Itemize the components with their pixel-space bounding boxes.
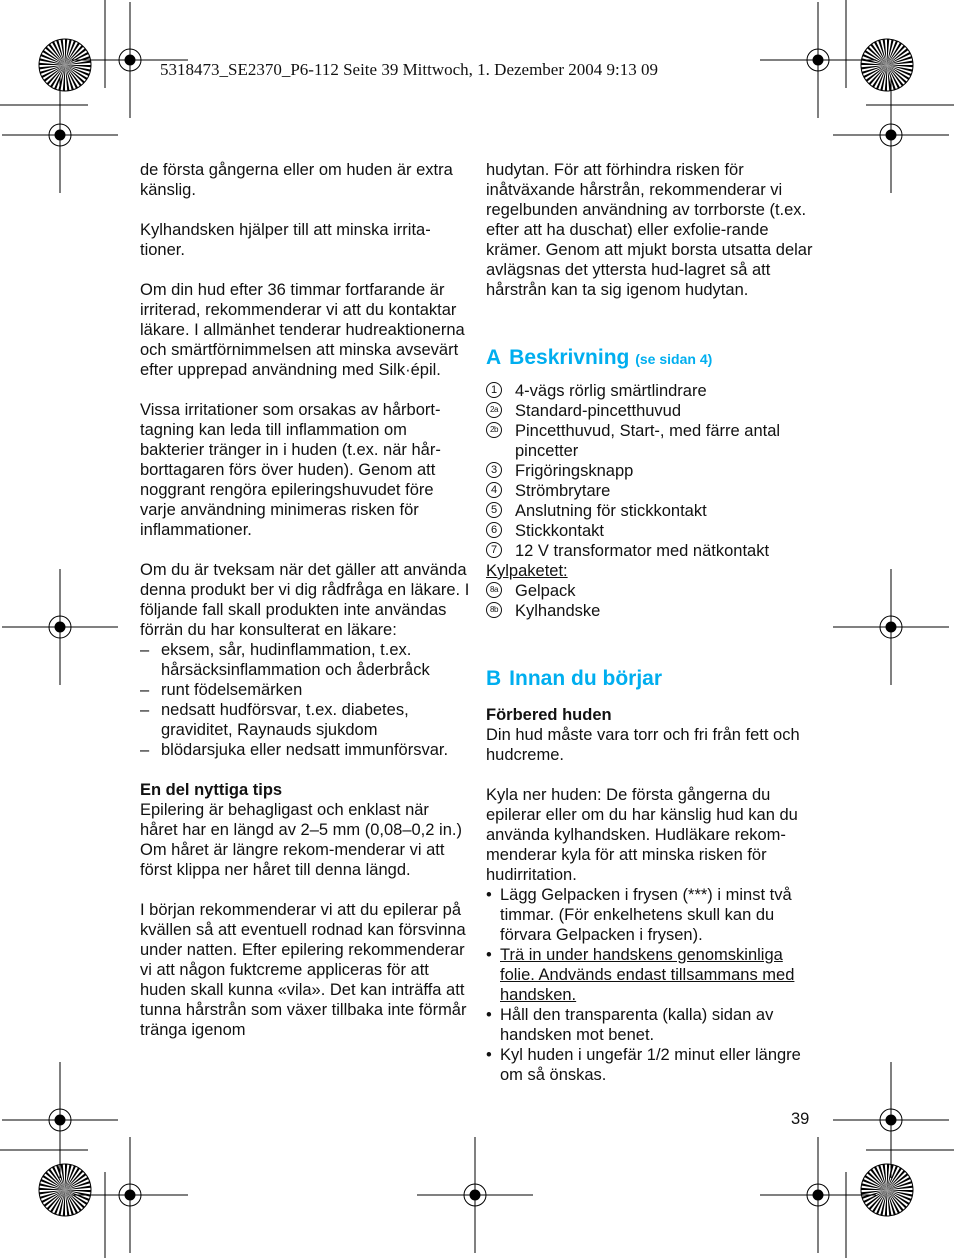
prep-heading: Förbered huden [486, 706, 612, 724]
list-item: 8a Gelpack [486, 581, 816, 601]
kit-label: Kylpaketet: [486, 562, 568, 580]
registration-mark-icon [2, 569, 118, 685]
section-heading-a: A Beskrivning (se sidan 4) [486, 346, 713, 369]
right-column [486, 160, 816, 1085]
paragraph: Kyla ner huden: De första gångerna du epilerar eller om du har känslig hud kan du använda kylhandsken. Hudläkare rekom-menderar kyla för att minska risken för hudirritation. [486, 786, 798, 884]
paragraph: hudytan. För att förhindra risken för inåtväxande hårstrån, rekommenderar vi regelbunden användning av torrborste (t.ex. efter att ha duschat) eller exfolie-rande krämer. Genom att mjukt borsta utsatta delar avlägsnas det yttersta hud-lagret så att hårstrån kan ta sig igenom hudytan. [486, 161, 813, 299]
list-item: 4 Strömbrytare [486, 481, 816, 501]
list-item: – eksem, sår, hudinflammation, t.ex. hårsäcksinflammation och åderbråck [140, 641, 430, 679]
cooling-steps-list [486, 885, 816, 1085]
list-item: – nedsatt hudförsvar, t.ex. diabetes, graviditet, Raynauds sjukdom [140, 701, 409, 739]
registration-mark-icon [417, 1137, 533, 1253]
list-item: 2a Standard-pincetthuvud [486, 401, 816, 421]
list-item: – runt födelsemärken [140, 681, 303, 699]
list-item: • Lägg Gelpacken i frysen (***) i minst två timmar. (För enkelhetens skull kan du förvara Gelpacken i frysen). [486, 886, 792, 944]
paragraph: Kylhandsken hjälper till att minska irrita-tioner. [140, 221, 431, 259]
kit-parts-list [486, 581, 816, 621]
contraindication-list [140, 640, 470, 760]
paragraph: Din hud måste vara torr och fri från fett och hudcreme. [486, 726, 800, 764]
starburst-target-icon [39, 1164, 91, 1216]
paragraph: Epilering är behagligast och enklast när håret har en längd av 2–5 mm (0,08–0,2 in.) Om håret är längre rekom-menderar vi att först klippa ner håret till denna längd. [140, 801, 462, 879]
list-item: • Trä in under handskens genomskinliga folie. Andvänds endast tillsammans med handsken. [486, 946, 795, 1004]
list-item: 5 Anslutning för stickkontakt [486, 501, 816, 521]
list-item: 3 Frigöringsknapp [486, 461, 816, 481]
list-item: • Håll den transparenta (kalla) sidan av handsken mot benet. [486, 1006, 774, 1044]
list-item: 6 Stickkontakt [486, 521, 816, 541]
list-item: 8b Kylhandske [486, 601, 816, 621]
starburst-target-icon [861, 39, 913, 91]
tips-heading: En del nyttiga tips [140, 781, 283, 799]
list-item: 1 4-vägs rörlig smärtlindrare [486, 381, 816, 401]
paragraph: de första gångerna eller om huden är extra känslig. [140, 161, 453, 199]
list-item: • Kyl huden i ungefär 1/2 minut eller längre om så önskas. [486, 1046, 801, 1084]
list-item: 7 12 V transformator med nätkontakt [486, 541, 816, 561]
paragraph: Om du är tveksam när det gäller att använda denna produkt ber vi dig rådfråga en läkare. I följande fall skall produkten inte användas förrän du har konsulterat en läkare: [140, 561, 470, 639]
left-column [140, 160, 470, 1040]
section-heading-b: B Innan du börjar [486, 667, 663, 690]
registration-mark-icon [2, 1062, 118, 1178]
registration-mark-icon [833, 569, 949, 685]
registration-mark-icon [760, 1137, 876, 1253]
starburst-target-icon [39, 39, 91, 91]
page-number: 39 [791, 1110, 810, 1128]
print-header: 5318473_SE2370_P6-112 Seite 39 Mittwoch, 1. Dezember 2004 9:13 09 [160, 60, 658, 79]
registration-mark-icon [833, 1062, 949, 1178]
registration-mark-icon [833, 77, 949, 193]
list-item: – blödarsjuka eller nedsatt immunförsvar. [140, 741, 449, 759]
parts-list [486, 381, 816, 561]
paragraph: Vissa irritationer som orsakas av hårbort-tagning kan leda till inflammation om bakterier tränger in i huden (t.ex. när hår-borttagaren förs över huden). Genom att noggrant rengöra epileringshuvudet före varje användning minimeras risken för inflammationer. [140, 401, 441, 539]
starburst-target-icon [861, 1164, 913, 1216]
paragraph: Om din hud efter 36 timmar fortfarande är irriterad, rekommenderar vi att du kontaktar läkare. I allmänhet tenderar hudreaktionerna och smärtförnimmelsen att minska avsevärt efter upprepad användning med Silk·épil. [140, 281, 465, 379]
paragraph: I början rekommenderar vi att du epilerar på kvällen så att eventuell rodnad kan försvinna under natten. Efter epilering rekommenderar vi att någon fuktcreme appliceras för att huden skall kunna «vila». Det kan inträffa att tunna hårstrån som växer tillbaka inte förmår tränga igenom [140, 901, 467, 1039]
registration-mark-icon [2, 77, 118, 193]
registration-mark-icon [72, 1137, 188, 1253]
registration-mark-icon [760, 2, 876, 118]
list-item: 2b Pincetthuvud, Start-, med färre antal pincetter [486, 421, 816, 461]
